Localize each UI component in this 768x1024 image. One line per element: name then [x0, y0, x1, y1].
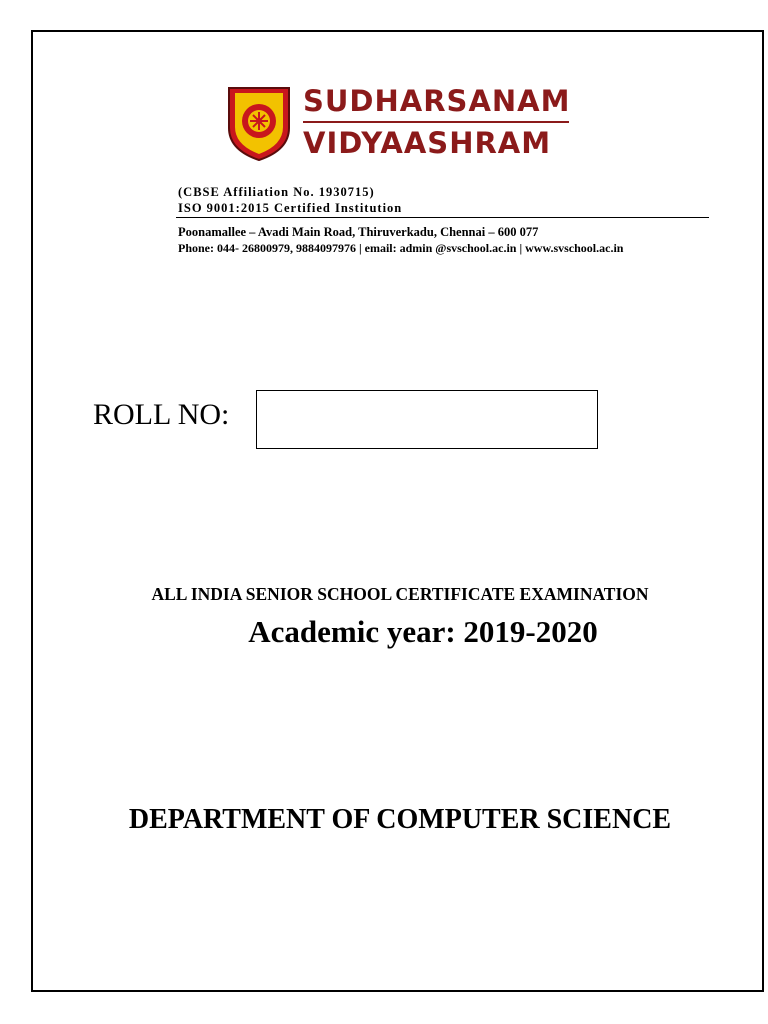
- affiliation-block: [178, 184, 402, 216]
- roll-number-label: ROLL NO:: [93, 398, 230, 431]
- roll-number-box[interactable]: [256, 390, 598, 449]
- school-logo: [225, 84, 575, 164]
- page-border: [31, 30, 764, 992]
- school-contact: Phone: 044- 26800979, 9884097976 | email: admin @svschool.ac.in | www.svschool.ac.in: [178, 241, 624, 255]
- school-crest-icon: [225, 84, 293, 162]
- school-name-line2: VIDYAASHRAM: [303, 126, 552, 160]
- academic-year: Academic year: 2019-2020: [248, 614, 598, 649]
- school-address: Poonamallee – Avadi Main Road, Thiruverkadu, Chennai – 600 077: [178, 225, 539, 239]
- department-title: DEPARTMENT OF COMPUTER SCIENCE: [128, 804, 672, 835]
- iso-certification: ISO 9001:2015 Certified Institution: [178, 201, 403, 215]
- school-name-line1: SUDHARSANAM: [303, 84, 571, 118]
- exam-title: ALL INDIA SENIOR SCHOOL CERTIFICATE EXAMINATION: [151, 584, 649, 604]
- school-name-divider: [303, 121, 569, 123]
- contact-block: [178, 224, 623, 256]
- header-divider: [176, 217, 709, 218]
- affiliation-number: (CBSE Affiliation No. 1930715): [178, 185, 375, 199]
